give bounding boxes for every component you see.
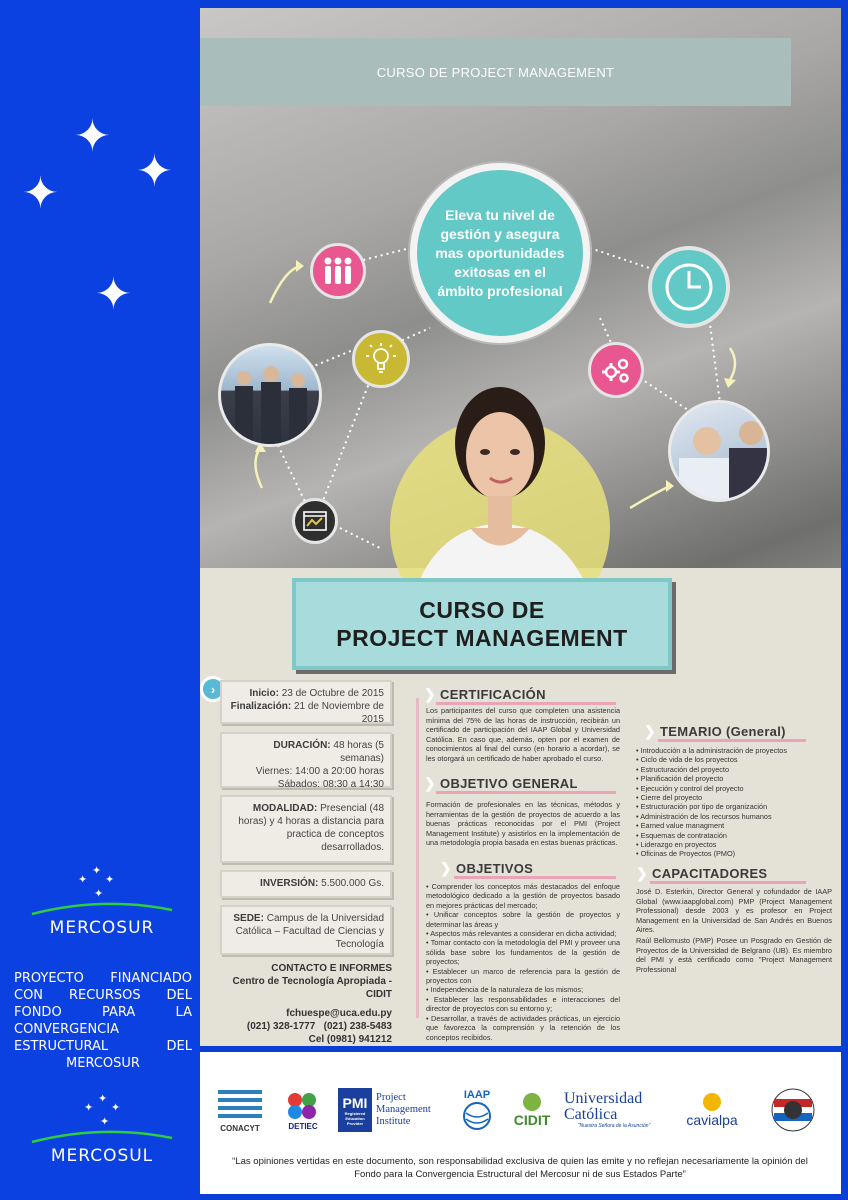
capacitador-2: Raúl Bellomusto (PMP) Posee un Posgrado en Gestión de Proyectos de la Universidad de Belgrano (UB). Es miembro del PMI y está certificado como "Project Management Professional: [636, 936, 832, 974]
objetivos-item: • Establecer un marco de referencia para la gestión de proyectos con: [426, 967, 620, 986]
objetivos-item: • Establecer las responsabilidades e interacciones del director de proyectos con su entorno y;: [426, 995, 620, 1014]
dates-box: [220, 680, 392, 724]
disclaimer-text: “Las opiniones vertidas en este documento, son responsabilidad exclusiva de quien las emite y no reflejan necesariamente la opinión del Fondo para la Convergencia Estructural del Mercosur ni de sus Estados Parte”: [232, 1156, 808, 1180]
investment-box: [220, 870, 392, 898]
chevron-right-icon: ›: [200, 676, 226, 702]
cidit-logo: CIDIT: [506, 1080, 558, 1140]
chevron-icon: ❯: [644, 723, 657, 739]
duration-box: [220, 732, 392, 788]
contact-email[interactable]: fchuespe@uca.edu.py: [286, 1008, 392, 1019]
objetivos-item: • Tomar contacto con la metodología del PMI y proveer una sólida base sobre los fundamentos de la gestión de proyectos;: [426, 938, 620, 966]
star-icon: ✦: [94, 887, 104, 900]
venue-box: [220, 905, 392, 955]
chevron-icon: ❯: [440, 860, 453, 876]
modalidad-value: Presencial (48 horas) y 4 horas a distancia para practica de conceptos desarrollados.: [238, 803, 384, 853]
sede-value: Campus de la Universidad Católica – Facultad de Ciencias y Tecnología: [235, 913, 384, 950]
left-band: [0, 0, 200, 1200]
people-icon: [310, 243, 366, 299]
mercosur-logo: [12, 862, 192, 938]
temario-rule: [658, 739, 806, 742]
temario-item: • Planificación del proyecto: [636, 774, 826, 783]
project-funding-text: PROYECTO FINANCIADO CON RECURSOS DEL FONDO PARA LA CONVERGENCIA ESTRUCTURAL DEL MERCOSUR: [14, 971, 192, 1071]
pmi-logo: PMI Registered Education Provider Project Management Institute: [336, 1080, 448, 1140]
temario-item: • Cierre del proyecto: [636, 793, 826, 802]
chart-icon: [292, 498, 338, 544]
chevron-icon: ❯: [424, 686, 437, 702]
temario-item: • Oficinas de Proyectos (PMO): [636, 849, 826, 858]
star-icon: ✦: [98, 1092, 108, 1105]
chevron-icon: ❯: [424, 775, 437, 791]
duracion-value: 48 horas (5 semanas): [333, 740, 384, 764]
modalidad-label: MODALIDAD:: [252, 803, 318, 814]
objetivos-item: • Independencia de la naturaleza de los mismos;: [426, 985, 620, 994]
hero-text: Eleva tu nivel de gestión y asegura mas oportunidades exitosas en el ámbito profesional: [435, 206, 565, 299]
conacyt-logo: CONACYT: [210, 1080, 270, 1140]
star-icon: ✦: [95, 269, 132, 320]
sponsor-logos: [210, 1080, 830, 1140]
capacitador-1: José D. Esterkin, Director General y cofundador de IAAP Global (www.iaapglobal.com) PMP (Project Management Professional) desde 2003 y es profesor en Project Management en la Universidad de San Andrés en Buenos Aires.: [636, 887, 832, 935]
objetivos-item: • Desarrollar, a través de actividades prácticas, un ejercicio que favorezca la comprensión y la retención de los conceptos recibidos.: [426, 1014, 620, 1042]
temario-item: • Earned value managment: [636, 821, 826, 830]
star-icon: ✦: [74, 111, 111, 162]
meeting-photo: [218, 343, 322, 447]
temario-item: • Liderazgo en proyectos: [636, 840, 826, 849]
capacitadores-rule: [650, 881, 806, 884]
mercosul-text: MERCOSUL: [50, 1146, 154, 1166]
temario-item: • Introducción a la administración de proyectos: [636, 746, 826, 755]
star-icon: ✦: [136, 146, 173, 197]
detiec-logo: DETIEC: [276, 1080, 330, 1140]
contact-phone1: (021) 328-1777: [246, 1021, 316, 1032]
mercosur-text: MERCOSUR: [49, 918, 155, 938]
star-icon: ✦: [100, 1115, 110, 1128]
inicio-value: 23 de Octubre de 2015: [281, 688, 384, 699]
temario-item: • Administración de los recursos humanos: [636, 812, 826, 821]
course-title-box: [292, 578, 672, 670]
inicio-label: Inicio:: [249, 688, 279, 699]
cavialpa-logo: cavialpa: [670, 1080, 754, 1140]
capacitadores-heading: ❯ CAPACITADORES: [636, 865, 768, 881]
duracion-viernes: Viernes: 14:00 a 20:00 horas: [255, 766, 384, 777]
contact-block: [220, 962, 392, 1046]
temario-list: [636, 746, 826, 859]
temario-item: • Estructuración por tipo de organización: [636, 802, 826, 811]
contact-phone2: (021) 238-5483: [323, 1021, 392, 1032]
star-icon: ✦: [111, 1101, 121, 1114]
temario-item: • Ciclo de vida de los proyectos: [636, 755, 826, 764]
universidad-catolica-logo: Universidad Católica "Nuestra Señora de la Asunción": [564, 1090, 651, 1129]
contact-org: Centro de Tecnología Apropiada - CIDIT: [232, 976, 392, 1000]
top-banner: CURSO DE PROJECT MANAGEMENT: [200, 38, 791, 106]
businessmen-photo: [668, 400, 770, 502]
star-icon: ✦: [78, 873, 88, 886]
star-icon: ✦: [84, 1101, 94, 1114]
contact-title: CONTACTO E INFORMES: [271, 963, 392, 974]
poster-panel: [200, 8, 841, 1046]
iaap-logo: IAAP: [454, 1080, 500, 1140]
inversion-label: INVERSIÓN:: [260, 878, 319, 889]
objetivo-general-heading: ❯ OBJETIVO GENERAL: [424, 775, 578, 791]
objetivos-rule: [454, 876, 616, 879]
certificacion-text: Los participantes del curso que completen una asistencia mínima del 75% de las horas de instrucción, recibirán un certificado de participación del IAAP Global y Universidad Católica. En caso que, además, opten por el examen de conocimientos al final del curso (en horario a acordar), se les otorgará un certificado de haber aprobado el curso.: [426, 706, 620, 763]
hero-circle: [410, 163, 590, 343]
objetivos-item: • Aspectos más relevantes a considerar en dicha actividad;: [426, 929, 620, 938]
clock-icon: [648, 246, 730, 328]
duracion-label: DURACIÓN:: [273, 740, 331, 751]
footer: [200, 1052, 841, 1194]
fin-value: 21 de Noviembre de 2015: [293, 701, 384, 725]
temario-item: • Esquemas de contratación: [636, 831, 826, 840]
course-title-line1: CURSO DE: [419, 597, 545, 623]
fin-label: Finalización:: [230, 701, 292, 712]
star-icon: ✦: [92, 864, 102, 877]
objetivos-item: • Comprender los conceptos más destacados del enfoque metodológico dedicado a la gestión de proyectos basado en mejores prácticas del mercado;: [426, 882, 620, 910]
woman-photo: [370, 348, 630, 608]
duracion-sabados: Sábados: 08:30 a 14:30: [277, 779, 384, 790]
objetivos-heading: ❯ OBJETIVOS: [440, 860, 534, 876]
course-title-line2: PROJECT MANAGEMENT: [336, 625, 628, 651]
inversion-value: 5.500.000 Gs.: [321, 878, 384, 889]
certificacion-heading: ❯ CERTIFICACIÓN: [424, 686, 546, 702]
mercosul-logo: [12, 1090, 192, 1166]
certificacion-rule: [436, 702, 616, 705]
temario-item: • Ejecución y control del proyecto: [636, 784, 826, 793]
modality-box: [220, 795, 392, 863]
objetivo-general-rule: [436, 791, 616, 794]
objetivos-item: • Unificar conceptos sobre la gestión de proyectos y determinar las áreas y: [426, 910, 620, 929]
temario-heading: ❯ TEMARIO (General): [644, 723, 786, 739]
objetivos-list: [426, 882, 620, 1042]
chevron-icon: ❯: [636, 865, 649, 881]
sede-label: SEDE:: [233, 913, 264, 924]
escudo-logo: [766, 1080, 820, 1140]
star-icon: ✦: [105, 873, 115, 886]
contact-cel: Cel (0981) 941212: [308, 1034, 392, 1045]
objetivo-general-text: Formación de profesionales en las técnicas, métodos y herramientas de la gestión de proyectos de acuerdo a las buenas prácticas reconocidas por el PMI (Project Management Institute) y asistirlos en la implementación de una metodología propia basada en estas buenas prácticas.: [426, 800, 620, 848]
temario-item: • Estructuración del proyecto: [636, 765, 826, 774]
star-icon: ✦: [22, 168, 59, 219]
divider-line: [416, 698, 419, 1018]
